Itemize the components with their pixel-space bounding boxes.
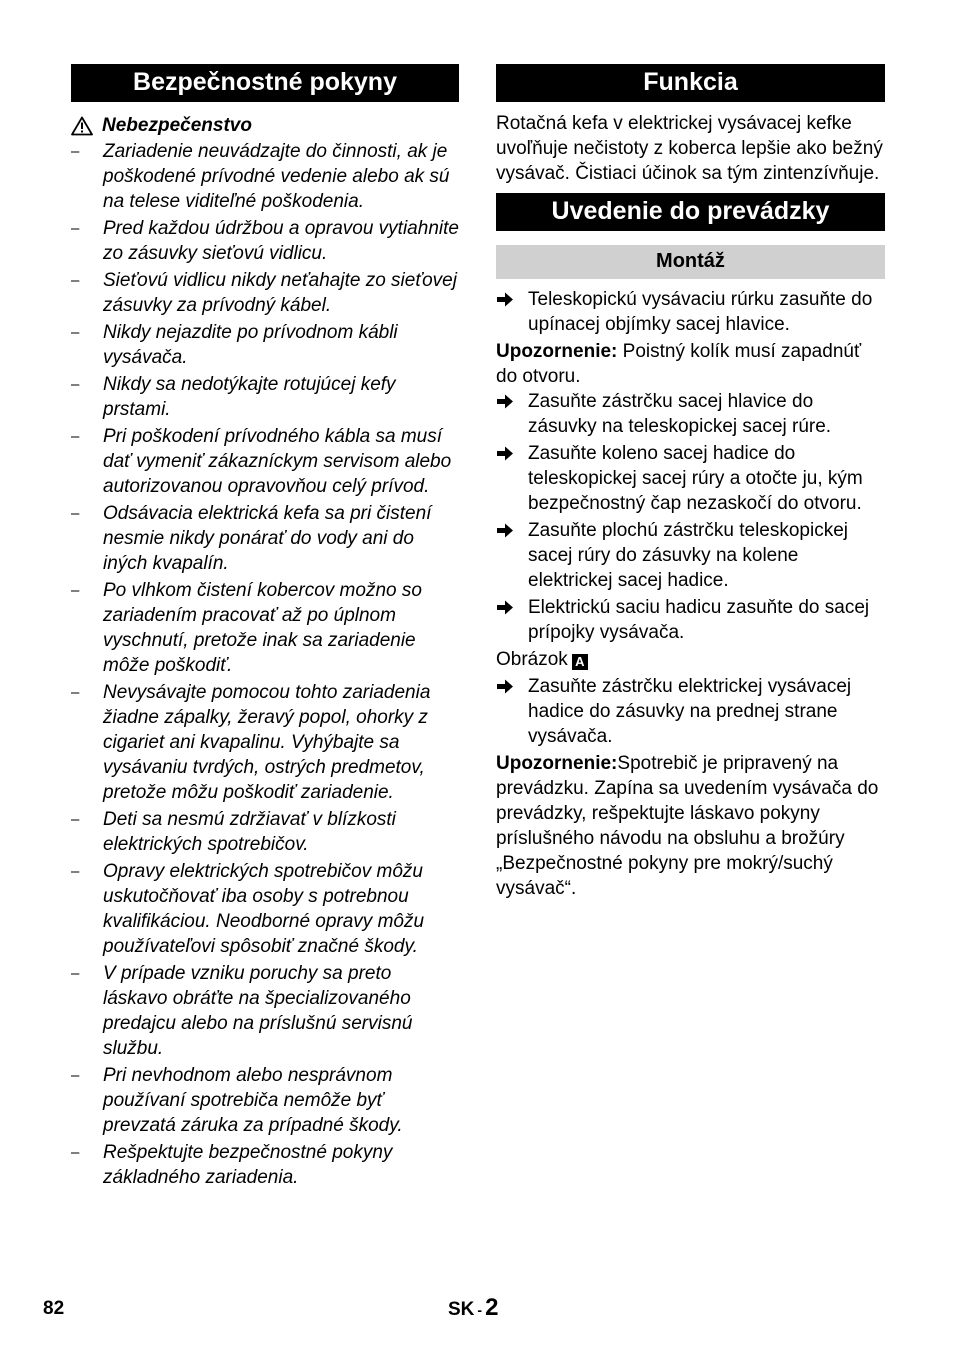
dash-marker: – [71,220,80,237]
assembly-step-text: Zasuňte zástrčku sacej hlavice do zásuvky na teleskopickej sacej rúre. [528,391,832,437]
note-1 [496,339,885,389]
safety-item [71,139,459,214]
assembly-step [496,441,885,516]
assembly-steps-3 [496,674,885,749]
safety-item [71,807,459,857]
left-column [71,64,459,1192]
arrow-right-icon [496,393,514,410]
assembly-step [496,389,885,439]
safety-item [71,372,459,422]
safety-item-text: V prípade vzniku poruchy sa preto láskavo obráťte na špecializovaného predajcu alebo na príslušnú servisnú službu. [103,963,413,1059]
dash-marker: – [71,582,80,599]
safety-item-text: Nikdy sa nedotýkajte rotujúcej kefy prstami. [103,374,396,420]
dash-marker: – [71,965,80,982]
safety-heading: Bezpečnostné pokyny [71,64,459,102]
safety-item-text: Nikdy nejazdite po prívodnom kábli vysávača. [103,322,398,368]
safety-item-text: Rešpektujte bezpečnostné pokyny základného zariadenia. [103,1142,393,1188]
footer-section-number: 2 [485,1294,499,1321]
arrow-right-icon [496,678,514,695]
safety-item-text: Pri nevhodnom alebo nesprávnom používaní spotrebiča nemôže byť prevzatá záruka za prípadné škody. [103,1065,403,1136]
function-heading: Funkcia [496,64,885,102]
dash-marker: – [71,272,80,289]
safety-item-text: Odsávacia elektrická kefa sa pri čistení nesmie nikdy ponárať do vody ani do iných kvapalín. [103,503,432,574]
assembly-step-text: Elektrickú saciu hadicu zasuňte do sacej prípojky vysávača. [528,597,870,643]
safety-item-text: Sieťovú vidlicu nikdy neťahajte zo sieťovej zásuvky za prívodný kábel. [103,270,457,316]
dash-marker: – [71,143,80,160]
startup-heading: Uvedenie do prevádzky [496,193,885,231]
dash-marker: – [71,684,80,701]
assembly-step [496,595,885,645]
safety-item [71,680,459,805]
function-text: Rotačná kefa v elektrickej vysávacej kefke uvoľňuje nečistoty z koberca lepšie ako bežný vysávač. Čistiaci účinok sa tým zintenzívňuje. [496,113,883,184]
figure-letter-box: A [572,654,588,670]
assembly-step-text: Zasuňte plochú zástrčku teleskopickej sacej rúry do zásuvky na kolene elektrickej sacej hadice. [528,520,848,591]
dash-marker: – [71,863,80,880]
safety-item-text: Nevysávajte pomocou tohto zariadenia žiadne zápalky, žeravý popol, ohorky z cigariet ani kvapalinu. Vyhýbajte sa vysávaniu tvrdých, ostrých predmetov, pretože môžu poškodiť zariadenie. [103,682,431,803]
arrow-right-icon [496,522,514,539]
dash-marker: – [71,376,80,393]
safety-item [71,424,459,499]
dash-marker: – [71,811,80,828]
assembly-steps-2 [496,389,885,645]
danger-label: Nebezpečenstvo [102,115,252,136]
dash-marker: – [71,1067,80,1084]
footer-separator: - [477,1302,483,1318]
safety-item-text: Pred každou údržbou a opravou vytiahnite zo zásuvky sieťovú vidlicu. [103,218,459,264]
assembly-step [496,287,885,337]
assembly-steps-1 [496,287,885,337]
assembly-heading: Montáž [496,245,885,279]
arrow-right-icon [496,291,514,308]
note-2 [496,751,885,901]
assembly-step-text: Zasuňte koleno sacej hadice do teleskopickej sacej rúry a otočte ju, kým bezpečnostný čap nezaskočí do otvoru. [528,443,863,514]
warning-triangle-icon [71,116,93,136]
safety-item [71,216,459,266]
note-2-lead: Upozornenie: [496,753,618,774]
dash-marker: – [71,505,80,522]
safety-item-text: Po vlhkom čistení kobercov možno so zariadením pracovať až po úplnom vyschnutí, pretože inak sa zariadenie môže poškodiť. [103,580,422,676]
assembly-step [496,518,885,593]
note-1-lead: Upozornenie: [496,341,618,362]
footer-section-label [448,1294,498,1322]
safety-item [71,501,459,576]
footer-language: SK [448,1299,475,1320]
page-number: 82 [43,1298,65,1319]
assembly-step [496,674,885,749]
safety-item [71,961,459,1061]
safety-item [71,320,459,370]
figure-reference [496,647,885,672]
dash-marker: – [71,1144,80,1161]
dash-marker: – [71,324,80,341]
safety-item [71,1140,459,1190]
arrow-right-icon [496,445,514,462]
safety-item [71,859,459,959]
safety-item [71,268,459,318]
safety-item-text: Zariadenie neuvádzajte do činnosti, ak je poškodené prívodné vedenie alebo ak sú na telese viditeľné poškodenia. [103,141,450,212]
safety-item-text: Pri poškodení prívodného kábla sa musí dať vymeniť zákazníckym servisom alebo autorizovanou opravovňou celý prívod. [103,426,452,497]
note-1-text: Poistný kolík musí zapadnúť do otvoru. [496,341,862,387]
safety-item [71,1063,459,1138]
arrow-right-icon [496,599,514,616]
dash-marker: – [71,428,80,445]
safety-list [71,139,459,1190]
figure-label: Obrázok [496,649,568,670]
right-column [496,64,885,901]
safety-item-text: Deti sa nesmú zdržiavať v blízkosti elektrických spotrebičov. [103,809,396,855]
safety-item-text: Opravy elektrických spotrebičov môžu uskutočňovať iba osoby s potrebnou kvalifikáciou. Neodborné opravy môžu používateľovi spôsobiť značné škody. [103,861,425,957]
safety-item [71,578,459,678]
danger-heading [71,112,459,139]
assembly-step-text: Teleskopickú vysávaciu rúrku zasuňte do upínacej objímky sacej hlavice. [528,289,873,335]
assembly-step-text: Zasuňte zástrčku elektrickej vysávacej hadice do zásuvky na prednej strane vysávača. [528,676,852,747]
note-2-text: Spotrebič je pripravený na prevádzku. Zapína sa uvedením vysávača do prevádzky, rešpektujte láskavo pokyny príslušného návodu na obsluhu a brožúry „Bezpečnostné pokyny pre mokrý/suchý vysávač“. [496,753,879,899]
